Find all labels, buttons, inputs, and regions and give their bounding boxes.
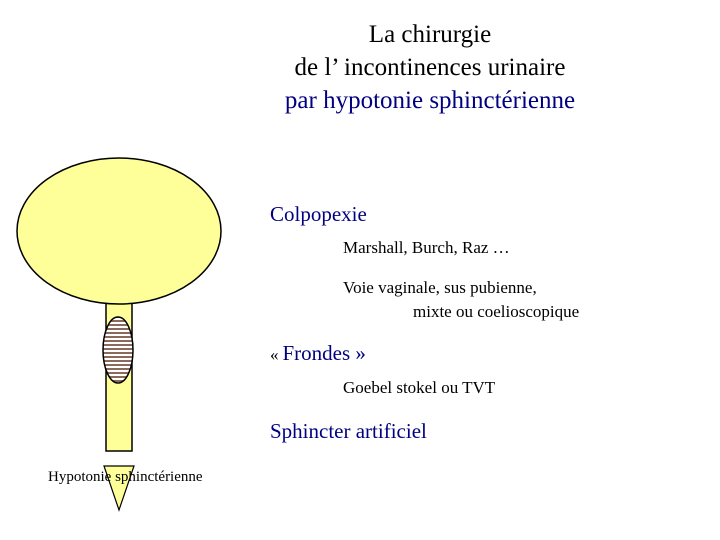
item-goebel: Goebel stokel ou TVT <box>343 378 496 397</box>
title-line-3: par hypotonie sphinctérienne <box>284 87 576 114</box>
sphincter <box>103 317 133 383</box>
title-line-2: de l’ incontinences urinaire <box>294 54 566 81</box>
item-marshall: Marshall, Burch, Raz … <box>343 238 510 257</box>
heading-colpopexie: Colpopexie <box>270 202 367 226</box>
item-mixte: mixte ou coelioscopique <box>413 302 580 321</box>
diagram-caption: Hypotonie sphinctérienne <box>48 469 203 485</box>
heading-frondes-quote: « <box>270 345 279 364</box>
bladder <box>17 158 221 304</box>
item-voie: Voie vaginale, sus pubienne, <box>343 278 537 297</box>
title-line-1: La chirurgie <box>368 21 492 48</box>
heading-frondes <box>270 341 366 366</box>
heading-frondes-label: Frondes » <box>282 341 366 365</box>
heading-sphincter: Sphincter artificiel <box>270 419 427 443</box>
